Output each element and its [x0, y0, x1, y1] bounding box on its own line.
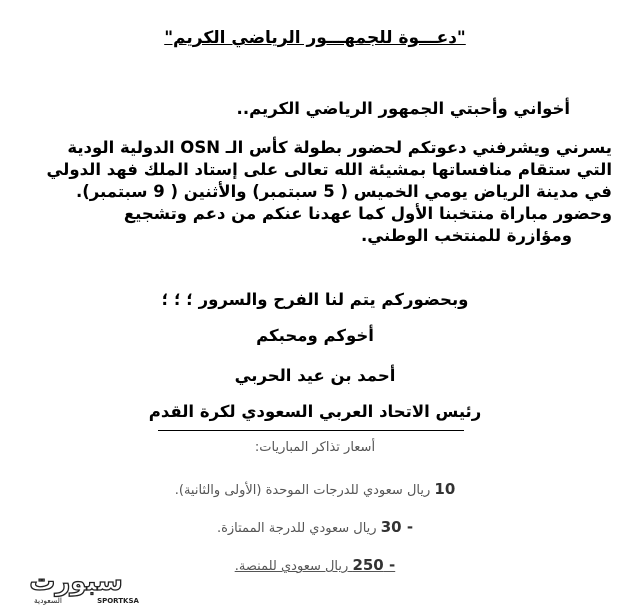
sport-logo-watermark	[8, 566, 142, 606]
price-amount: - 250	[352, 556, 396, 574]
price-text: ريال سعودي للدرجة الممتازة.	[216, 521, 377, 536]
invitation-title	[0, 28, 630, 48]
paragraph-line: وحضور مباراة منتخبنا الأول كما عهدنا عنكم من دعم وتشجيع	[123, 204, 612, 223]
divider-line	[158, 430, 464, 431]
paragraph-line: يسرني ويشرفني دعوتكم لحضور بطولة كأس الـ OSN الدولية الودية	[67, 138, 612, 157]
greeting-line: أخواني وأحبتي الجمهور الرياضي الكريم..	[236, 99, 570, 118]
logo-brand-text: SPORTKSA	[97, 597, 139, 605]
logo-main-text: سبورت	[29, 567, 123, 597]
signer-name: أحمد بن عيد الحربي	[234, 366, 396, 385]
paragraph-line: التي ستقام منافساتها بمشيئة الله تعالى على إستاد الملك فهد الدولي	[46, 160, 612, 179]
price-text: ريال سعودي للدرجات الموحدة (الأولى والثانية).	[174, 483, 431, 498]
invitation-body	[18, 98, 612, 261]
title-text: "دعـــوة للجمهـــور الرياضي الكريم"	[164, 28, 466, 48]
signer-role: رئيس الاتحاد العربي السعودي لكرة القدم	[148, 402, 482, 421]
price-text: ريال سعودي للمنصة.	[234, 559, 349, 574]
price-amount: - 30	[380, 518, 414, 536]
closing-line: وبحضوركم يتم لنا الفرح والسرور ؛ ؛ ؛	[161, 290, 469, 309]
regards-line: أخوكم ومحبكم	[256, 326, 374, 345]
invitation-paragraph	[18, 137, 612, 247]
price-amount: 10	[434, 480, 456, 498]
price-item	[18, 518, 612, 536]
price-item	[18, 480, 612, 498]
logo-sub-text: السعودية	[33, 596, 63, 605]
prices-heading: أسعار تذاكر المباريات:	[254, 440, 376, 455]
paragraph-line: في مدينة الرياض يومي الخميس ( 5 سبتمبر) والأثنين ( 9 سبتمبر).	[75, 182, 612, 201]
paragraph-line: ومؤازرة للمنتخب الوطني.	[361, 226, 572, 245]
